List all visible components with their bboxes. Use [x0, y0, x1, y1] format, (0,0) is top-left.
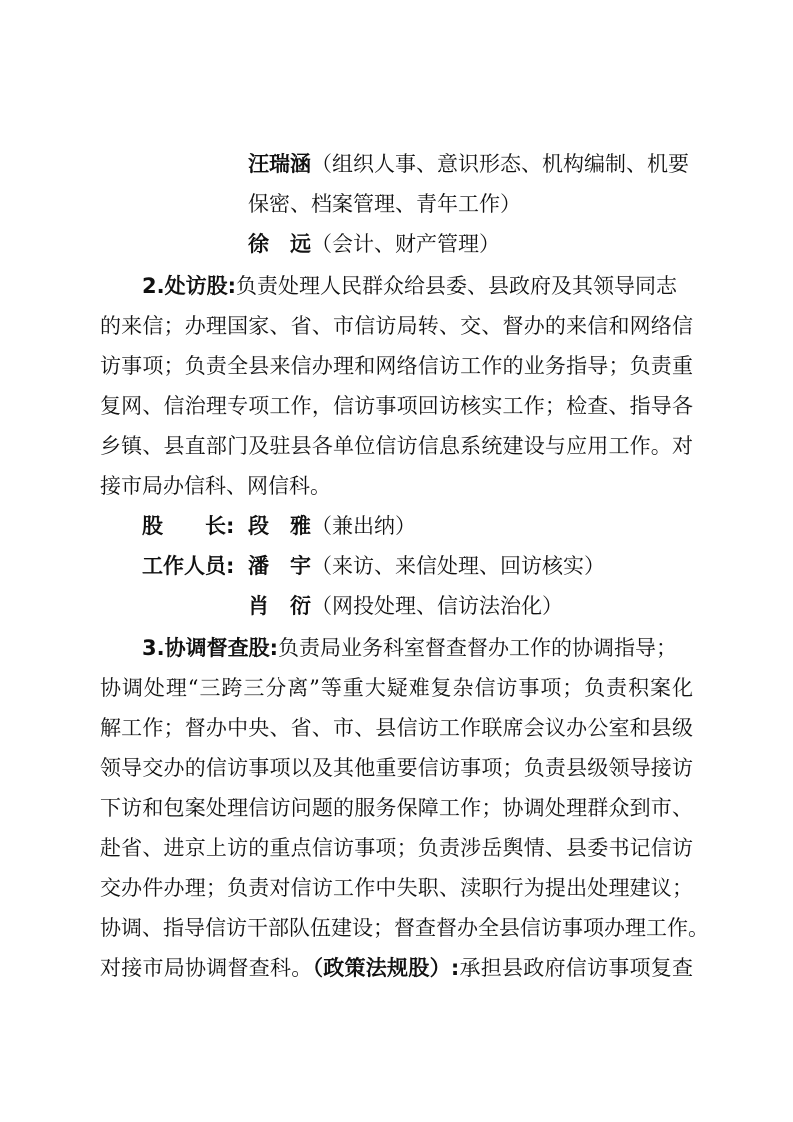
- policy-section-heading: （政策法规股）:: [312, 956, 460, 980]
- staff-name: 徐 远: [248, 232, 311, 256]
- section-2-heading: 2.处访股:: [142, 274, 236, 298]
- paragraph-line: 协调、指导信访干部队伍建设；督查督办全县信访事项办理工作。: [100, 916, 709, 940]
- paragraph-line: 交办件办理；负责对信访工作中失职、渎职行为提出处理建议；: [100, 876, 693, 900]
- staff-line-3: [248, 230, 500, 258]
- section-3-heading: 3.协调督查股:: [142, 636, 278, 660]
- chief-line: [142, 512, 234, 540]
- section-3-first-line: [142, 634, 693, 662]
- staff-label-line: [142, 552, 234, 580]
- staff-line-2: [248, 190, 521, 218]
- staff-name: 段 雅: [248, 514, 311, 538]
- chief-entry: [248, 512, 416, 540]
- staff-duty: （会计、财产管理）: [311, 232, 500, 256]
- paragraph-text: 承担县政府信访事项复查: [459, 956, 694, 980]
- staff-duty: （兼出纳）: [311, 514, 416, 538]
- staff-entry: [248, 552, 605, 580]
- paragraph-line: 的来信；办理国家、省、市信访局转、交、督办的来信和网络信: [100, 314, 693, 338]
- section-2-first-line: [142, 272, 693, 300]
- paragraph-line: 复网、信治理专项工作，信访事项回访核实工作；检查、指导各: [100, 394, 693, 418]
- paragraph-line: 访事项；负责全县来信办理和网络信访工作的业务指导；负责重: [100, 354, 693, 378]
- paragraph-text: 对接市局协调督查科。: [100, 956, 313, 980]
- paragraph-text: 负责局业务科室督查督办工作的协调指导；: [278, 636, 677, 660]
- staff-name: 潘 宇: [248, 554, 311, 578]
- staff-duty: （组织人事、意识形态、机构编制、机要: [311, 152, 689, 176]
- chief-label: 股 长:: [142, 514, 235, 538]
- paragraph-text: 负责处理人民群众给县委、县政府及其领导同志: [236, 274, 677, 298]
- paragraph-line: 乡镇、县直部门及驻县各单位信访信息系统建设与应用工作。对: [100, 434, 693, 458]
- staff-duty: （网投处理、信访法治化）: [311, 594, 563, 618]
- staff-entry: [248, 592, 563, 620]
- paragraph-line: 赴省、进京上访的重点信访事项；负责涉岳舆情、县委书记信访: [100, 836, 693, 860]
- paragraph-line: 解工作；督办中央、省、市、县信访工作联席会议办公室和县级: [100, 716, 693, 740]
- paragraph-line: 领导交办的信访事项以及其他重要信访事项；负责县级领导接访: [100, 756, 693, 780]
- staff-duty: 保密、档案管理、青年工作）: [248, 192, 521, 216]
- staff-duty: （来访、来信处理、回访核实）: [311, 554, 605, 578]
- staff-name: 肖 衍: [248, 594, 311, 618]
- paragraph-line: 协调处理“三跨三分离”等重大疑难复杂信访事项；负责积案化: [100, 676, 693, 700]
- paragraph-line: 下访和包案处理信访问题的服务保障工作；协调处理群众到市、: [100, 796, 693, 820]
- staff-label: 工作人员:: [142, 554, 235, 578]
- paragraph-line-last: [100, 954, 693, 982]
- staff-name: 汪瑞涵: [248, 152, 311, 176]
- staff-line-1: [248, 150, 689, 178]
- paragraph-line: 接市局办信科、网信科。: [100, 474, 331, 498]
